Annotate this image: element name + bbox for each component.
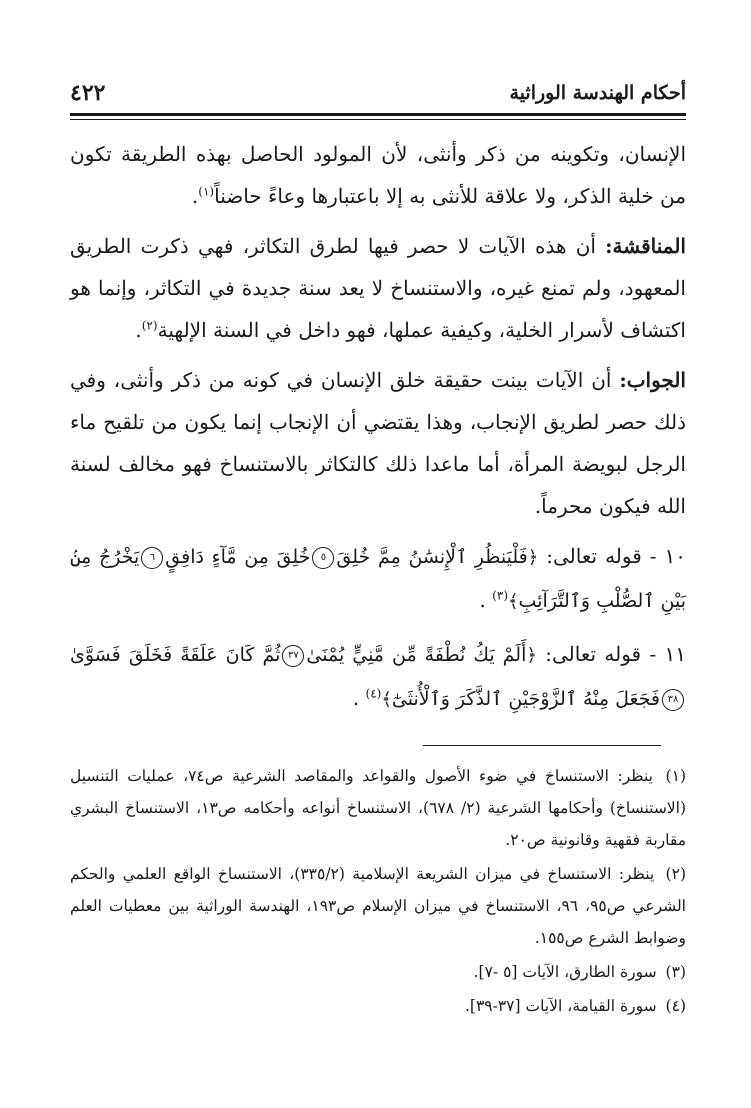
paragraph-1	[70, 133, 686, 217]
quran-text: فَلْيَنظُرِ ٱلْإِنسَٰنُ مِمَّ خُلِقَ	[336, 546, 528, 568]
answer-text: أن الآيات بينت حقيقة خلق الإنسان في كونه من ذكر وأنثى، وفي ذلك حصر لطريق الإنجاب، وهذا يقتضي أن الإنجاب إنما يكون من تلقيح ماء الرجل لبويضة المرأة، أما ماعدا ذلك كالتكاثر بالاستنساخ فهو مخالف لسنة الله فيكون محرماً.	[70, 368, 686, 518]
quran-text: أَلَمْ يَكُ نُطْفَةً مِّن مَّنِيٍّ يُمْنَىٰ	[306, 644, 527, 666]
header-rule-thin	[70, 119, 686, 120]
footnote-4	[70, 990, 686, 1022]
paragraph-1-end: .	[191, 184, 199, 208]
footnote-ref-1[interactable]: (١)	[198, 184, 215, 199]
footnote-2	[70, 858, 686, 954]
footnote-text: ينظر: الاستنساخ في ميزان الشريعة الإسلامية (٣٣٥/٢)، الاستنساخ الواقع العلمي والحكم الشرعي ص٩٥، ٩٦، الاستنساخ في ميزان الإسلام ص١٩٣، الهندسة الوراثية بين معطيات العلم وضوابط الشرع ص١٥٥.	[70, 865, 686, 947]
verse-item-10	[70, 535, 686, 623]
footnote-3	[70, 956, 686, 988]
ayah-number-icon: ٥	[312, 547, 334, 569]
ayah-number-icon: ٣٨	[662, 689, 684, 711]
ayah-number-icon: ٣٧	[282, 645, 304, 667]
footnote-text: سورة القيامة، الآيات [٣٧-٣٩].	[464, 997, 657, 1015]
discussion-end: .	[135, 318, 142, 342]
footnote-ref-3[interactable]: (٣)	[492, 588, 508, 603]
page-header	[70, 74, 686, 110]
verse-item-11	[70, 633, 686, 721]
footnotes	[70, 760, 686, 1024]
page-number: ٤٢٢	[70, 80, 106, 106]
quran-text: يَخْرُجُ مِنۢ بَيْنِ ٱلصُّلْبِ وَٱلتَّرَآئِبِ	[70, 546, 686, 612]
footnote-text: سورة الطارق، الآيات [٥ -٧].	[473, 963, 657, 981]
answer-term: الجواب:	[619, 368, 686, 392]
footnote-ref-2[interactable]: (٢)	[141, 318, 158, 333]
header-rule-thick	[70, 113, 686, 116]
quran-text: ثُمَّ كَانَ عَلَقَةً فَخَلَقَ فَسَوَّىٰ	[70, 644, 281, 666]
footnote-number: (٤)	[665, 997, 686, 1015]
footnote-number: (١)	[665, 767, 686, 785]
verse-end: .	[352, 686, 360, 710]
quran-close-bracket: ﴾	[381, 689, 392, 710]
verse-end: .	[479, 588, 486, 612]
paragraph-1-text: الإنسان، وتكوينه من ذكر وأنثى، لأن المولود الحاصل بهذه الطريقة تكون من خلية الذكر، ولا علاقة للأنثى به إلا باعتبارها وعاءً حاضناً	[70, 142, 686, 208]
quran-open-bracket: ﴿	[526, 645, 537, 666]
discussion-text: أن هذه الآيات لا حصر فيها لطرق التكاثر، فهي ذكرت الطريق المعهود، ولم تمنع غيره، والاستنساخ لا يعد سنة جديدة في التكاثر، وإنما هو اكتشاف لأسرار الخلية، وكيفية عملها، فهو داخل في السنة الإلهية	[70, 234, 686, 342]
quran-close-bracket: ﴾	[508, 591, 519, 612]
quran-text: خُلِقَ مِن مَّآءٍ دَافِقٍ	[165, 546, 311, 568]
paragraph-answer	[70, 359, 686, 527]
paragraph-discussion	[70, 225, 686, 351]
footnote-ref-4[interactable]: (٤)	[365, 686, 382, 701]
running-title: أحكام الهندسة الوراثية	[509, 82, 686, 104]
quran-open-bracket: ﴿	[527, 547, 539, 568]
footnote-number: (٢)	[665, 865, 686, 883]
verse-label: ١١ - قوله تعالى:	[545, 642, 686, 666]
footnote-separator	[423, 745, 661, 746]
footnote-text: ينظر: الاستنساخ في ضوء الأصول والقواعد والمقاصد الشرعية ص٧٤، عمليات التنسيل (الاستنساخ) وأحكامها الشرعية (٢/ ٦٧٨)، الاستنساخ أنواعه وأحكامه ص١٣، الاستنساخ البشري مقاربة فقهية وقانونية ص٢٠.	[70, 767, 686, 849]
quran-text: فَجَعَلَ مِنْهُ ٱلزَّوْجَيْنِ ٱلذَّكَرَ وَٱلْأُنثَىٰٓ	[391, 688, 660, 710]
verse-label: ١٠ - قوله تعالى:	[546, 544, 687, 568]
footnote-number: (٣)	[665, 963, 686, 981]
ayah-number-icon: ٦	[141, 547, 163, 569]
footnote-1	[70, 760, 686, 856]
main-text	[70, 133, 686, 731]
discussion-term: المناقشة:	[605, 234, 686, 258]
